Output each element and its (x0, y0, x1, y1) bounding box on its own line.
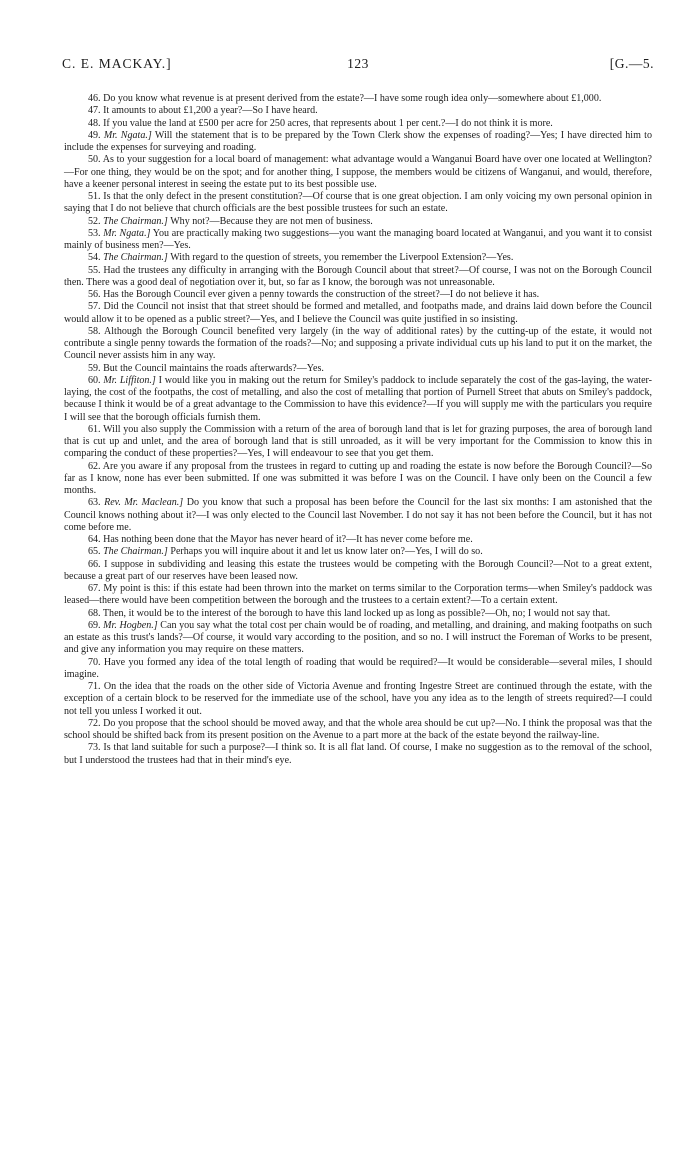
speaker-name: Mr. Liffiton.] (103, 374, 156, 386)
question-text: Do you know that such a proposal has been before the Council for the last six months: I am astonished that the Council knows nothing about it?—I was only elected to the Council last November. I do not say it has not been before the Council, but it has not come before me. (64, 497, 653, 533)
question-text: Will the statement that is to be prepared by the Town Clerk show the expenses of roading?—Yes; I have directed him to include the expenses for surveying and roading. (64, 129, 652, 153)
question-text: Is that land suitable for such a purpose?—I think so. It is all flat land. Of course, I make no suggestion as to the removal of the school, but I understood the trustees had that in their mind's eye. (64, 742, 652, 766)
question-number: 59. (88, 362, 101, 374)
question-number: 57. (88, 301, 101, 313)
question-paragraph (64, 620, 652, 657)
question-paragraph (64, 718, 652, 743)
question-paragraph (64, 289, 652, 301)
question-paragraph (64, 742, 652, 767)
question-number: 64. (88, 534, 101, 545)
question-number: 72. (88, 717, 101, 729)
question-paragraph (64, 118, 652, 130)
question-number: 56. (88, 289, 101, 300)
question-paragraph (64, 461, 652, 498)
question-paragraph (64, 583, 652, 608)
question-text: You are practically making two suggestions—you want the managing board located at Wanganui, and you want it to consist mainly of business men?—Yes. (64, 227, 652, 251)
question-paragraph (64, 93, 652, 105)
question-text: On the idea that the roads on the other side of Victoria Avenue and fronting Ingestre Street are continued through the estate, with the exception of a certain block to be reserved for the immediate use of the school, have you any idea as to the length of streets required?—I could not tell you unless I worked it out. (64, 681, 652, 717)
question-number: 66. (88, 558, 101, 570)
page-number: 123 (347, 56, 369, 71)
question-paragraph (64, 363, 652, 375)
question-text: Then, it would be to the interest of the borough to have this land locked up as long as possible?—Oh, no; I would not say that. (102, 607, 611, 619)
question-text: Will you also supply the Commission with a return of the area of borough land that is let for grazing purposes, the area of borough land that is cut up and unlet, and the area of borough land that is still unroaded, as it will be very important for the Commission to know this in comparing the conduct of these properties?—Yes, I will endeavour to see that you get them. (64, 423, 652, 460)
question-paragraph (64, 326, 652, 363)
question-paragraph (64, 546, 652, 558)
question-number: 65. (88, 546, 101, 558)
question-paragraph (64, 657, 652, 682)
speaker-name: Mr. Ngata.] (103, 129, 152, 141)
question-text: Perhaps you will inquire about it and let us know later on?—Yes, I will do so. (170, 546, 483, 558)
question-number: 71. (88, 681, 101, 692)
speaker-name: The Chairman.] (103, 546, 168, 558)
question-number: 55. (88, 264, 101, 276)
question-paragraph (64, 534, 652, 546)
question-text: Why not?—Because they are not men of business. (170, 215, 373, 227)
question-number: 51. (88, 191, 101, 202)
question-text: But the Council maintains the roads afterwards?—Yes. (103, 362, 324, 374)
question-number: 68. (88, 607, 101, 619)
witness-name: C. E. MACKAY.] (62, 56, 172, 71)
question-number: 54. (88, 252, 101, 264)
question-text: As to your suggestion for a local board of management: what advantage would a Wanganui Board have over one located at Wellington?—For one thing, they would be on the spot; and for another thing, I suppose, the members would be citizens of Wanganui, and would, therefore, have a keener personal interest in seeing the estate put to its best possible use. (64, 154, 652, 190)
question-paragraph (64, 265, 652, 290)
question-number: 73. (88, 742, 101, 754)
question-paragraph (64, 608, 652, 620)
speaker-name: The Chairman.] (103, 252, 168, 264)
question-number: 48. (88, 117, 101, 129)
question-paragraph (64, 252, 652, 264)
question-paragraph (64, 130, 652, 155)
question-text: If you value the land at £500 per acre for 250 acres, that represents about 1 per cent.?—I do not think it is more. (103, 117, 553, 129)
question-number: 69. (88, 619, 101, 631)
question-text: With regard to the question of streets, you remember the Liverpool Extension?—Yes. (170, 252, 514, 264)
paper-reference: [G.—5. (609, 56, 654, 71)
question-text: Had the trustees any difficulty in arranging with the Borough Council about that street?—Of course, I was not on the Borough Council then. There was a good deal of negotiation over it, but, so far as I know, the borough was not unreasonable. (64, 264, 652, 288)
question-paragraph (64, 424, 652, 461)
question-text: Can you say what the total cost per chain would be of roading, and metalling, and draining, and making footpaths on such an estate as this trust's lands?—Of course, it would vary according to the position, and so no. I will instruct the Foreman of Works to be present, and give any information you may require on these matters. (64, 619, 653, 656)
question-text: Did the Council not insist that that street should be formed and metalled, and footpaths made, and drains laid down before the Council would allow it to be opened as a public street?—Yes, and I believe the Council was quite justified in so insisting. (64, 301, 652, 325)
question-paragraph (64, 375, 652, 424)
question-number: 50. (88, 154, 101, 166)
question-text: Have you formed any idea of the total length of roading that would be required?—It would be considerable—several miles, I should imagine. (64, 656, 652, 680)
question-text: Do you know what revenue is at present derived from the estate?—I have some rough idea only—somewhere about £1,000. (103, 93, 602, 104)
speaker-name: Rev. Mr. Maclean.] (104, 497, 184, 509)
question-paragraph (64, 105, 652, 117)
question-text: Are you aware if any proposal from the trustees in regard to cutting up and roading the estate is now before the Borough Council?—So far as I know, none has ever been submitted. If one was submitted it was before I was on the Council. I have only been on the Council a few months. (64, 460, 652, 496)
question-paragraph (64, 681, 652, 718)
question-text: Do you propose that the school should be moved away, and that the whole area should be cut up?—No. I think the proposal was that the school should be shifted back from its present position on the Avenue to a part more at the back of the estate beyond the railway-line. (64, 717, 652, 741)
question-paragraph (64, 301, 652, 326)
question-number: 47. (88, 105, 101, 117)
question-text: I would like you in making out the return for Smiley's paddock to include separately the cost of the gas-laying, the water-laying, the cost of the footpaths, the cost of metalling, and also the cost of metalling that portion of Purnell Street that abuts on Smiley's paddock, because I think it would be of a great advantage to the Commission to have this evidence?—If you will supply me with the particulars you require I will see that the borough officials furnish them. (64, 374, 653, 423)
question-number: 53. (88, 227, 101, 239)
question-paragraph (64, 191, 652, 216)
question-text: Has nothing been done that the Mayor has never heard of it?—It has never come before me. (103, 534, 473, 545)
question-paragraph (64, 228, 652, 253)
speaker-name: Mr. Ngata.] (103, 227, 151, 239)
speaker-name: The Chairman.] (103, 215, 168, 227)
question-text: Although the Borough Council benefited very largely (in the way of additional rates) by the cutting-up of the estate, it would not contribute a single penny towards the formation of the roads?—No; and supposing a private individual cuts up his land to put it on the market, the Council never assists him in any way. (64, 325, 652, 362)
evidence-text (64, 93, 652, 767)
question-number: 62. (88, 460, 101, 472)
question-text: I suppose in subdividing and leasing this estate the trustees would be competing with the Borough Council?—Not to a great extent, because a great part of our reserves have been leased now. (64, 558, 652, 582)
question-number: 46. (88, 93, 101, 104)
speaker-name: Mr. Hogben.] (103, 619, 158, 631)
question-number: 60. (88, 374, 101, 386)
question-text: My point is this: if this estate had been thrown into the market on terms similar to the Corporation terms—when Smiley's paddock was leased—there would have been competition between the borough and the trustees to a certain extent?—To a certain extent. (64, 583, 652, 607)
question-number: 49. (88, 129, 101, 141)
question-number: 52. (88, 215, 101, 227)
question-number: 67. (88, 583, 101, 594)
question-text: Has the Borough Council ever given a penny towards the construction of the street?—I do not believe it has. (103, 289, 540, 300)
question-paragraph (64, 559, 652, 584)
question-number: 58. (88, 325, 101, 337)
question-paragraph (64, 216, 652, 228)
question-paragraph (64, 154, 652, 191)
question-text: Is that the only defect in the present constitution?—Of course that is one great objection. I am only voicing my own personal opinion in saying that I do not believe that church officials are the best possible trustees for such an estate. (64, 191, 652, 215)
question-paragraph (64, 497, 652, 534)
question-number: 70. (88, 656, 101, 668)
question-number: 61. (88, 423, 101, 435)
question-text: It amounts to about £1,200 a year?—So I have heard. (103, 105, 318, 117)
question-number: 63. (88, 497, 101, 509)
page-header (62, 56, 654, 76)
